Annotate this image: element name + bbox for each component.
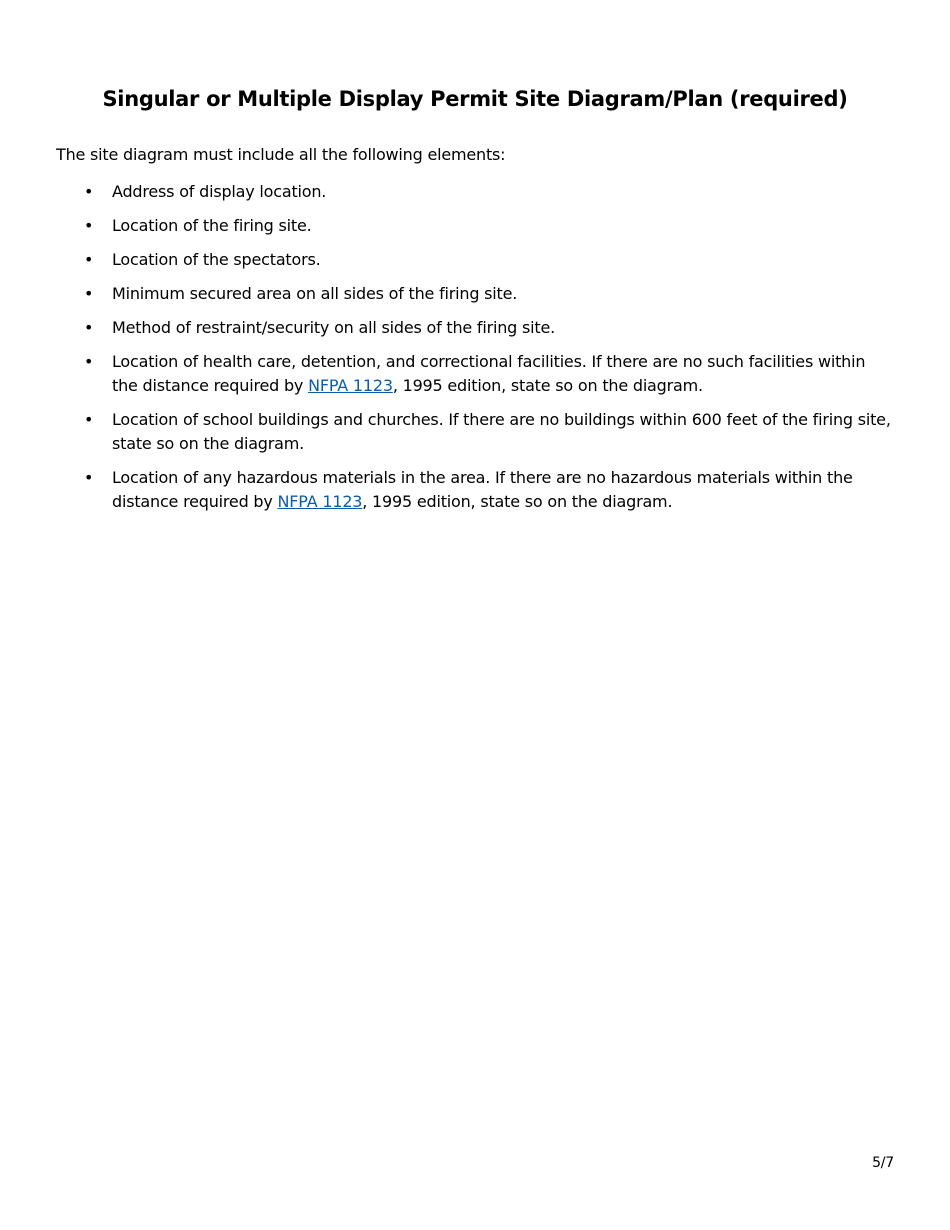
list-item bbox=[56, 248, 894, 272]
list-item-text: Address of display location. bbox=[112, 182, 327, 201]
nfpa-1123-link[interactable]: NFPA 1123 bbox=[308, 376, 393, 395]
list-item bbox=[56, 316, 894, 340]
list-item-text: Location of health care, detention, and correctional facilities. If there are no such facilities within the distance required by bbox=[112, 352, 866, 395]
list-item bbox=[56, 408, 894, 456]
bullet-icon: • bbox=[84, 216, 94, 235]
bullet-icon: • bbox=[84, 410, 94, 429]
bullet-icon: • bbox=[84, 352, 94, 371]
list-item bbox=[56, 282, 894, 306]
list-item bbox=[56, 350, 894, 398]
list-item-text: Minimum secured area on all sides of the firing site. bbox=[112, 284, 518, 303]
list-item bbox=[56, 466, 894, 514]
bullet-icon: • bbox=[84, 284, 94, 303]
page-title: Singular or Multiple Display Permit Site Diagram/Plan (required) bbox=[102, 87, 848, 111]
nfpa-1123-link[interactable]: NFPA 1123 bbox=[277, 492, 363, 511]
page-number: 5/7 bbox=[872, 1155, 894, 1171]
intro-text: The site diagram must include all the following elements: bbox=[56, 145, 506, 164]
bullet-icon: • bbox=[84, 468, 94, 487]
bullet-icon: • bbox=[84, 318, 94, 337]
list-item-text-tail: , 1995 edition, state so on the diagram. bbox=[362, 492, 673, 511]
requirements-list bbox=[56, 180, 894, 524]
bullet-icon: • bbox=[84, 182, 94, 201]
list-item-text: Method of restraint/security on all sides of the firing site. bbox=[112, 318, 556, 337]
list-item-text: Location of the spectators. bbox=[112, 250, 321, 269]
list-item bbox=[56, 180, 894, 204]
list-item-text-tail: , 1995 edition, state so on the diagram. bbox=[392, 376, 703, 395]
list-item-text: Location of school buildings and churches. If there are no buildings within 600 feet of the firing site, state so on the diagram. bbox=[112, 410, 891, 453]
bullet-icon: • bbox=[84, 250, 94, 269]
list-item-text: Location of the firing site. bbox=[112, 216, 312, 235]
list-item bbox=[56, 214, 894, 238]
list-item-text: Location of any hazardous materials in the area. If there are no hazardous materials within the distance required by bbox=[112, 468, 853, 511]
